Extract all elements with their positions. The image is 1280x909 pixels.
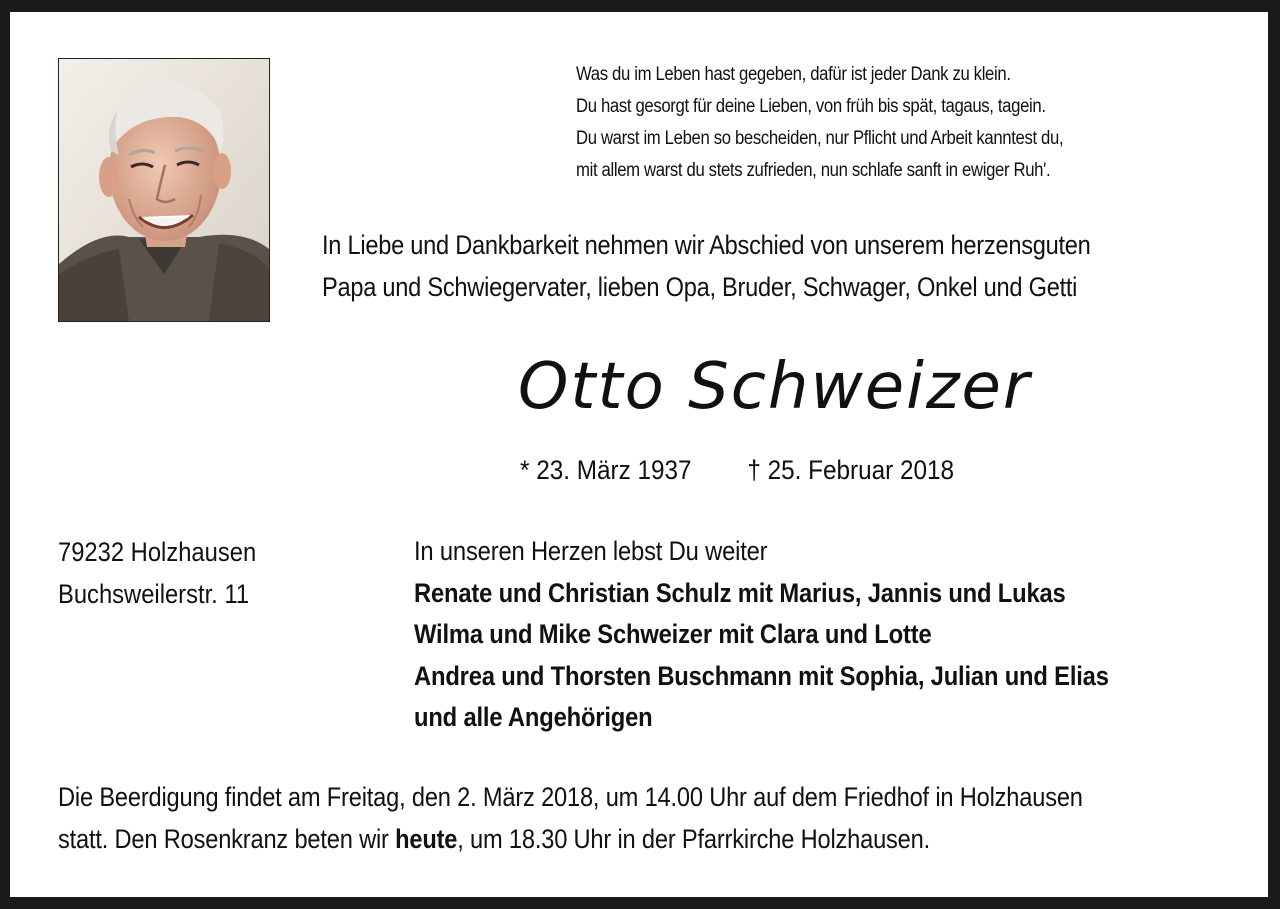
funeral-line-2-bold: heute	[395, 824, 458, 854]
poem-line: Du hast gesorgt für deine Lieben, von früh bis spät, tagaus, tagein.	[576, 96, 1046, 117]
intro-line: Papa und Schwiegervater, lieben Opa, Bruder, Schwager, Onkel und Getti	[322, 272, 1078, 302]
portrait-image	[59, 59, 269, 321]
funeral-line-1: Die Beerdigung findet am Freitag, den 2. März 2018, um 14.00 Uhr auf dem Friedhof in Holzhausen	[58, 782, 1083, 812]
address-city: 79232 Holzhausen	[58, 537, 257, 567]
funeral-line-2-pre: statt. Den Rosenkranz beten wir	[58, 824, 396, 854]
farewell-intro	[322, 224, 1206, 308]
portrait-photo	[58, 58, 270, 322]
mourner-line: und alle Angehörigen	[414, 702, 653, 732]
intro-line: In Liebe und Dankbarkeit nehmen wir Abschied von unserem herzensguten	[322, 230, 1091, 260]
family-address	[58, 531, 256, 615]
poem	[576, 59, 1157, 187]
address-street: Buchsweilerstr. 11	[58, 579, 250, 609]
poem-line: Du warst im Leben so bescheiden, nur Pflicht und Arbeit kanntest du,	[576, 128, 1064, 149]
poem-line: mit allem warst du stets zufrieden, nun schlafe sanft in ewiger Ruh'.	[576, 160, 1051, 181]
obituary-notice	[10, 12, 1268, 897]
life-dates	[520, 450, 954, 490]
family-motto: In unseren Herzen lebst Du weiter	[414, 536, 768, 566]
mourners	[414, 531, 1224, 739]
deceased-name: Otto Schweizer	[518, 350, 1032, 424]
funeral-notice	[58, 776, 1222, 860]
mourner-line: Wilma und Mike Schweizer mit Clara und Lotte	[414, 619, 932, 649]
poem-line: Was du im Leben hast gegeben, dafür ist jeder Dank zu klein.	[576, 64, 1011, 85]
funeral-line-2-post: , um 18.30 Uhr in der Pfarrkirche Holzhausen.	[457, 824, 931, 854]
birth-date: * 23. März 1937	[520, 455, 692, 485]
mourner-line: Andrea und Thorsten Buschmann mit Sophia, Julian und Elias	[414, 660, 1109, 691]
funeral-line-2	[58, 818, 1222, 860]
mourner-line: Renate und Christian Schulz mit Marius, Jannis und Lukas	[414, 577, 1066, 608]
death-date: † 25. Februar 2018	[747, 455, 955, 485]
